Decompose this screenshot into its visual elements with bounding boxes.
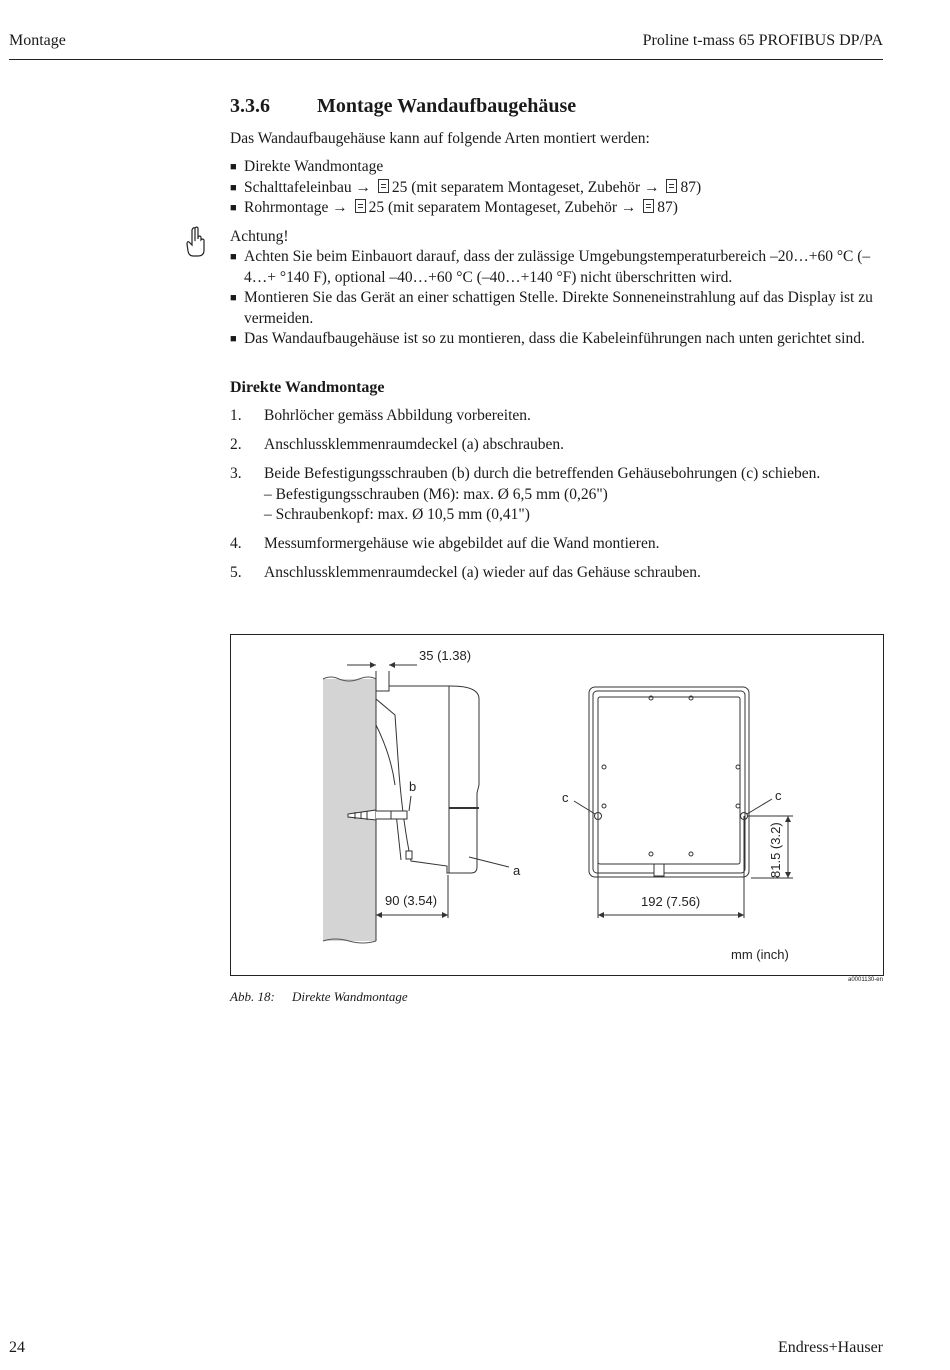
section-heading — [230, 96, 890, 117]
label-c-right: c — [775, 788, 782, 803]
footer-brand: Endress+Hauser — [778, 1339, 883, 1356]
page-ref-icon — [355, 199, 366, 213]
step-sub-item: – Befestigungsschrauben (M6): max. Ø 6,5 mm (0,26") — [264, 485, 608, 503]
figure-id: a0001130-en — [848, 977, 883, 983]
step-item: 1. Bohrlöcher gemäss Abbildung vorbereiten. — [230, 407, 531, 424]
caution-item: ■ Montieren Sie das Gerät an einer schattigen Stelle. Direkte Sonneneinstrahlung auf das Display ist zu vermeiden. — [230, 288, 890, 329]
mount-option: ■ Schalttafeleinbau → 25 (mit separatem Montageset, Zubehör → 87) — [230, 178, 890, 199]
mounting-drawing — [231, 635, 883, 975]
step-item: 2. Anschlussklemmenraumdeckel (a) abschrauben. — [230, 436, 564, 453]
step-sub-item: – Schraubenkopf: max. Ø 10,5 mm (0,41") — [264, 506, 530, 523]
figure-caption — [230, 989, 408, 1005]
intro-text: Das Wandaufbaugehäuse kann auf folgende Arten montiert werden: — [230, 129, 650, 147]
dim-35: 35 (1.38) — [419, 648, 472, 663]
step-item: 3. Beide Befestigungsschrauben (b) durch die betreffenden Gehäusebohrungen (c) schieben. – Befestigungsschrauben (M6): max. Ø 6,5 mm (0,26") – Schraubenkopf: max. Ø 10,5 mm (0,41") — [230, 465, 821, 523]
page-ref-icon — [643, 199, 654, 213]
caption-text: Direkte Wandmontage — [292, 989, 408, 1004]
label-b: b — [409, 779, 417, 794]
step-item: 5. Anschlussklemmenraumdeckel (a) wieder auf das Gehäuse schrauben. — [230, 564, 701, 581]
mount-option: ■ Rohrmontage → 25 (mit separatem Montageset, Zubehör → 87) — [230, 198, 890, 219]
caution-item: ■ Das Wandaufbaugehäuse ist so zu montieren, dass die Kabeleinführungen nach unten gerichtet sind. — [230, 329, 890, 350]
dim-81-5: 81.5 (3.2) — [768, 822, 783, 878]
main-content — [230, 96, 890, 592]
caption-label: Abb. 18: — [230, 989, 275, 1004]
mounting-figure — [230, 634, 884, 976]
dim-90: 90 (3.54) — [385, 893, 438, 908]
dim-192: 192 (7.56) — [641, 894, 701, 909]
section-number: 3.3.6 — [230, 95, 270, 117]
page-ref-icon — [666, 179, 677, 193]
caution-item: ■ Achten Sie beim Einbauort darauf, dass der zulässige Umgebungstemperaturbereich –20…+60 °C (–4…+ °140 F), optional –40…+60 °C (–40…+140 °F) nicht überschritten wird. — [230, 247, 890, 288]
pointing-hand-icon — [186, 226, 206, 258]
page-ref-icon — [378, 179, 389, 193]
running-header-product: Proline t-mass 65 PROFIBUS DP/PA — [642, 32, 883, 49]
steps-list — [230, 406, 890, 584]
label-a: a — [513, 863, 521, 878]
label-c-left: c — [562, 790, 569, 805]
mount-option: ■ Direkte Wandmontage — [230, 157, 890, 178]
caution-title: Achtung! — [230, 227, 289, 245]
subheading: Direkte Wandmontage — [230, 378, 385, 396]
units-label: mm (inch) — [731, 947, 789, 962]
mount-options-list — [230, 157, 890, 219]
section-title: Montage Wandaufbaugehäuse — [317, 95, 577, 117]
page-number: 24 — [9, 1339, 25, 1356]
running-header-section: Montage — [9, 32, 66, 49]
header-rule — [9, 59, 883, 60]
caution-block — [230, 227, 890, 350]
step-item: 4. Messumformergehäuse wie abgebildet auf die Wand montieren. — [230, 535, 660, 552]
caution-list — [230, 247, 890, 350]
